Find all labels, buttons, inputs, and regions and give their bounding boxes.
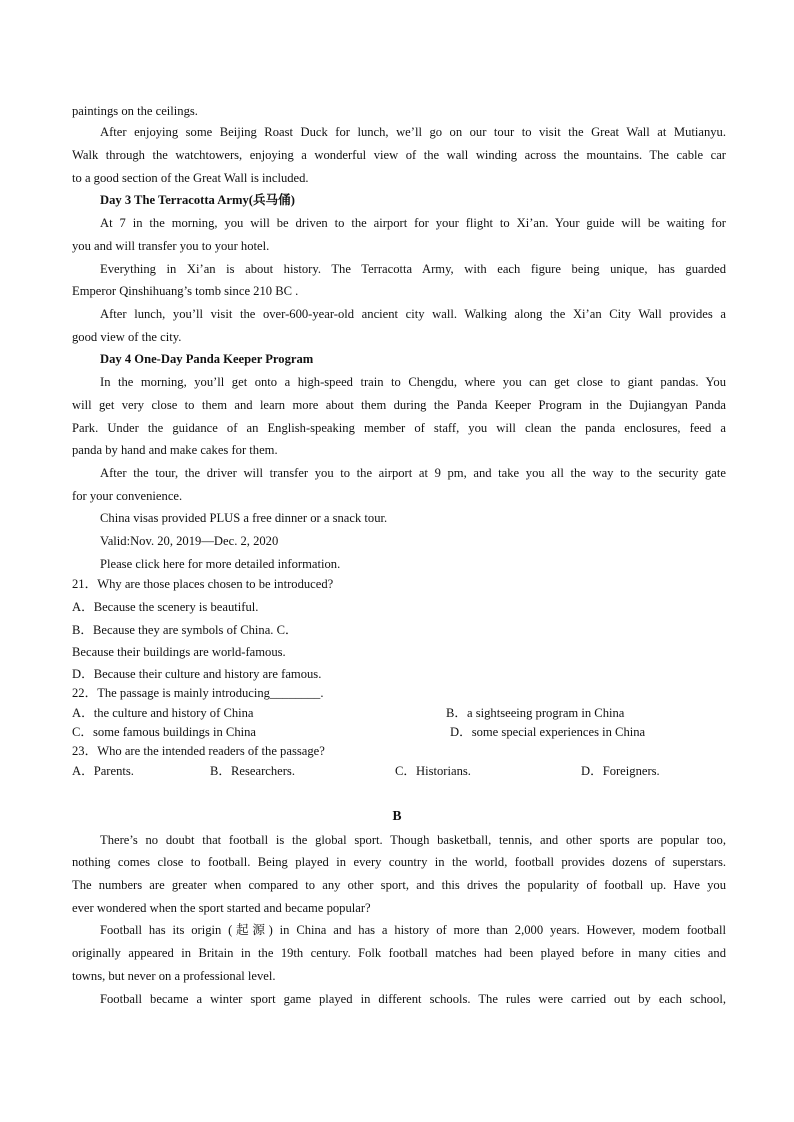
day3-heading: Day 3 The Terracotta Army(兵马俑) bbox=[100, 193, 295, 207]
paragraph-line: Park. Under the guidance of an English-speaking member of staff, you will clean the panda enclosures, feed a bbox=[72, 421, 726, 435]
paragraph-line: At 7 in the morning, you will be driven to the airport for your flight to Xi’an. Your guide will be waiting for bbox=[100, 216, 726, 230]
paragraph-line: Valid:Nov. 20, 2019—Dec. 2, 2020 bbox=[100, 534, 279, 548]
paragraph-line: originally appeared in Britain in the 19th century. Folk football matches had been played before in many cities and bbox=[72, 946, 726, 960]
section-b-heading: B bbox=[392, 808, 402, 823]
paragraph-line: In the morning, you’ll get onto a high-speed train to Chengdu, where you can get close to giant pandas. You bbox=[100, 375, 726, 389]
paragraph-line: China visas provided PLUS a free dinner or a snack tour. bbox=[100, 511, 388, 525]
paragraph-line: Football became a winter sport game played in different schools. The rules were carried out by each school, bbox=[100, 992, 726, 1006]
paragraph-line: paintings on the ceilings. bbox=[72, 104, 198, 118]
paragraph-line: There’s no doubt that football is the global sport. Though basketball, tennis, and other sports are popular too, bbox=[100, 833, 726, 847]
question-22-option-a: A．the culture and history of China bbox=[72, 706, 254, 720]
paragraph-line: panda by hand and make cakes for them. bbox=[72, 443, 278, 457]
question-23-option-a: A．Parents. bbox=[72, 764, 134, 778]
paragraph-line: Walk through the watchtowers, enjoying a wonderful view of the wall winding across the mountains. The cable car bbox=[72, 148, 726, 162]
paragraph-line: to a good section of the Great Wall is included. bbox=[72, 171, 309, 185]
paragraph-line: will get very close to them and learn more about them during the Panda Keeper Program in the Dujiangyan Panda bbox=[72, 398, 726, 412]
question-22-option-d: D．some special experiences in China bbox=[450, 725, 646, 739]
question-21-option-c: Because their buildings are world-famous. bbox=[72, 645, 286, 659]
paragraph-line: for your convenience. bbox=[72, 489, 183, 503]
paragraph-line: After the tour, the driver will transfer you to the airport at 9 pm, and take you all the way to the security gate bbox=[100, 466, 726, 480]
more-info-link[interactable]: Please click here for more detailed information. bbox=[100, 557, 341, 571]
paragraph-line: good view of the city. bbox=[72, 330, 182, 344]
paragraph-line: towns, but never on a professional level. bbox=[72, 969, 276, 983]
question-21-option-d: D．Because their culture and history are famous. bbox=[72, 667, 322, 681]
question-21: 21．Why are those places chosen to be introduced? bbox=[72, 577, 334, 591]
question-23: 23．Who are the intended readers of the passage? bbox=[72, 744, 325, 758]
paragraph-line: nothing comes close to football. Being played in every country in the world, football provides dozens of superstars. bbox=[72, 855, 726, 869]
day4-heading: Day 4 One-Day Panda Keeper Program bbox=[100, 352, 314, 366]
paragraph-line: ever wondered when the sport started and became popular? bbox=[72, 901, 371, 915]
question-22-option-c: C．some famous buildings in China bbox=[72, 725, 257, 739]
question-23-option-d: D．Foreigners. bbox=[581, 764, 660, 778]
question-23-option-b: B．Researchers. bbox=[210, 764, 295, 778]
paragraph-line: The numbers are greater when compared to any other sport, and this drives the popularity of football up. Have you bbox=[72, 878, 726, 892]
question-21-option-a: A．Because the scenery is beautiful. bbox=[72, 600, 259, 614]
question-22: 22．The passage is mainly introducing________. bbox=[72, 686, 324, 700]
paragraph-line: After lunch, you’ll visit the over-600-year-old ancient city wall. Walking along the Xi’an City Wall provides a bbox=[100, 307, 726, 321]
question-23-option-c: C．Historians. bbox=[395, 764, 471, 778]
question-22-option-b: B．a sightseeing program in China bbox=[446, 706, 625, 720]
question-21-option-b: B．Because they are symbols of China. C． bbox=[72, 623, 298, 637]
paragraph-line: After enjoying some Beijing Roast Duck for lunch, we’ll go on our tour to visit the Great Wall at Mutianyu. bbox=[100, 125, 726, 139]
paragraph-line: you and will transfer you to your hotel. bbox=[72, 239, 270, 253]
paragraph-line: Football has its origin (起源) in China and has a history of more than 2,000 years. However, modem football bbox=[100, 923, 726, 937]
paragraph-line: Everything in Xi’an is about history. The Terracotta Army, with each figure being unique, has guarded bbox=[100, 262, 726, 276]
paragraph-line: Emperor Qinshihuang’s tomb since 210 BC . bbox=[72, 284, 299, 298]
